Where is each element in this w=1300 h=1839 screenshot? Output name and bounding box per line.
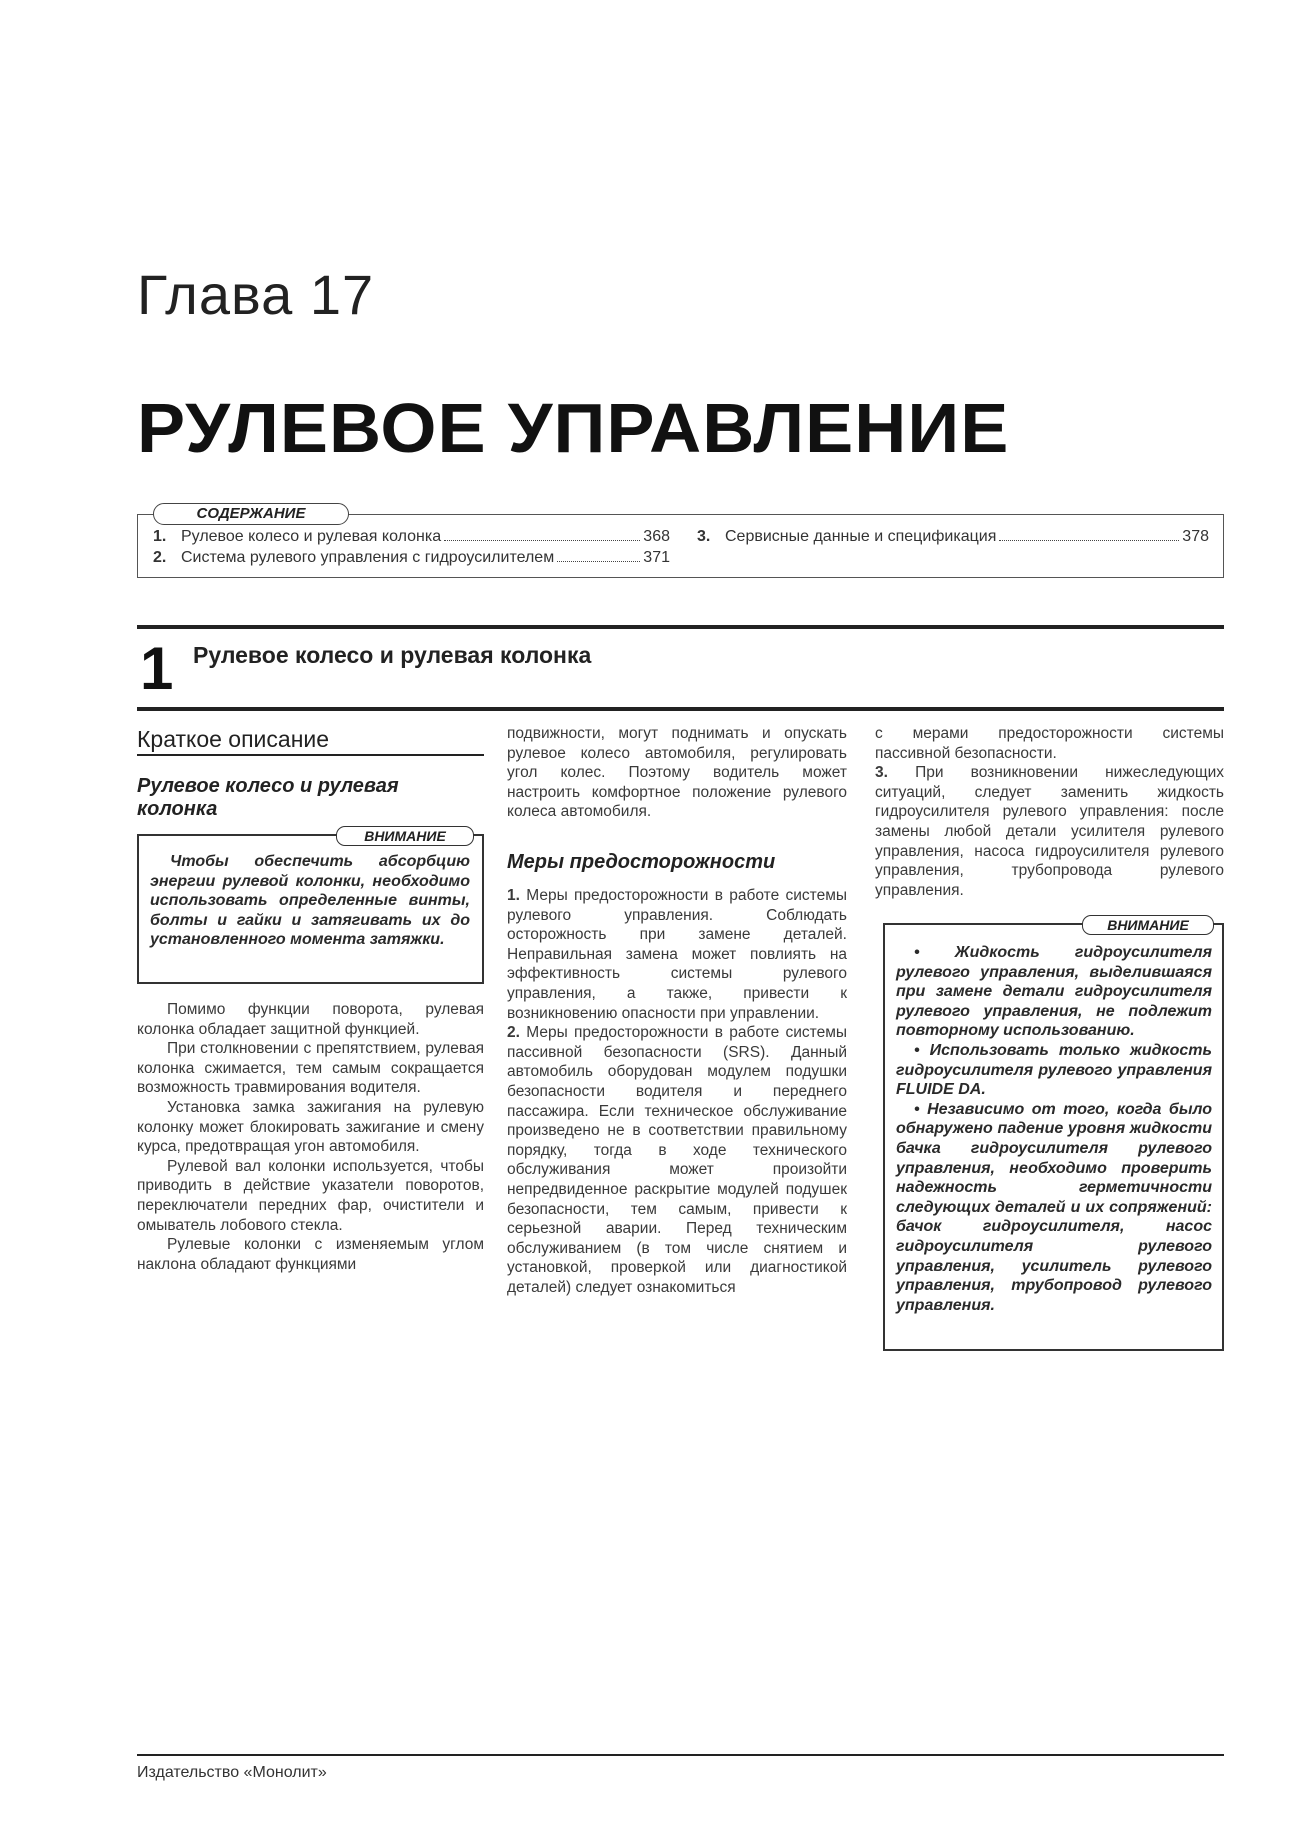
col2-item-number: 2.	[507, 1024, 520, 1042]
toc-item-number: 3.	[697, 528, 711, 545]
chapter-title: РУЛЕВОЕ УПРАВЛЕНИЕ	[137, 389, 1010, 467]
toc-item-2[interactable]	[153, 549, 670, 567]
col2-body	[507, 886, 847, 1297]
col2-item-text: Меры предосторожности в работе системы пассивной безопасности (SRS). Данный автомобиль оборудован модулем подушки безопасности водителя и переднего пассажира. Если техническое обслуживание произведено не в соответствии правильному порядку, тогда в ходе технического обслуживания может произойти непредвиденное раскрытие модулей подушек безопасности, тем самым, привести к серьезной аварии. Перед техническим обслуживанием (в том числе снятием и установкой, проверкой или диагностикой деталей) следует ознакомиться	[507, 1024, 847, 1296]
toc-leader	[999, 540, 1179, 541]
col1-heading-rule	[137, 754, 484, 756]
section-bottom-rule	[137, 707, 1224, 711]
col1-paragraph: Рулевые колонки с изменяемым углом наклона обладают функциями	[137, 1236, 484, 1273]
col1-paragraph: Помимо функции поворота, рулевая колонка обладает защитной функцией.	[137, 1001, 484, 1038]
col2-item-number: 1.	[507, 887, 520, 904]
col1-body	[137, 1000, 484, 1274]
col2-item	[507, 886, 847, 1023]
col1-warning-label: ВНИМАНИЕ	[336, 826, 474, 846]
col3-item-text: При возникновении нижеследующих ситуаций, следует заменить жидкость гидроусилителя рулевого управления: после замены любой детали усилителя рулевого управления, насоса гидроусилителя рулевого управления, трубопровода рулевого управления.	[875, 764, 1224, 899]
toc-item-text: Система рулевого управления с гидроусилителем	[181, 549, 555, 566]
toc-item-3[interactable]	[697, 528, 1209, 546]
col3-warning-label: ВНИМАНИЕ	[1082, 915, 1214, 935]
toc-item-text: Рулевое колесо и рулевая колонка	[181, 528, 442, 545]
col1-subheading: Рулевое колесо и рулевая колонка	[137, 775, 399, 820]
section-number: 1	[140, 635, 174, 702]
toc-item-number: 1.	[153, 528, 167, 545]
warning-item: • Независимо от того, когда было обнаружено падение уровня жидкости бачка гидроусилителя рулевого управления, необходимо проверить надежность герметичности следующих деталей и их сопряжений: бачок гидроусилителя, насос гидроусилителя рулевого управления, усилитель рулевого управления, трубопровод рулевого управления.	[896, 1100, 1212, 1314]
col2-intro-paragraph: подвижности, могут поднимать и опускать рулевое колесо автомобиля, регулировать угол колес. Поэтому водитель может настроить комфортное положение рулевого колеса автомобиля.	[507, 725, 847, 821]
section-title: Рулевое колесо и рулевая колонка	[193, 642, 592, 668]
col3-item	[875, 763, 1224, 900]
toc-item-page: 378	[1182, 528, 1209, 545]
col3-body	[875, 724, 1224, 900]
toc-item-number: 2.	[153, 549, 167, 566]
toc-leader	[557, 561, 640, 562]
toc-item-text: Сервисные данные и спецификация	[725, 528, 997, 545]
col1-paragraph: При столкновении с препятствием, рулевая колонка сжимается, тем самым сокращается возможность травмирования водителя.	[137, 1040, 484, 1097]
col3-intro-paragraph: с мерами предосторожности системы пассивной безопасности.	[875, 725, 1224, 762]
col1-paragraph: Рулевой вал колонки используется, чтобы приводить в действие указатели поворотов, переключатели передних фар, очистители и омыватель лобового стекла.	[137, 1157, 484, 1234]
col2-item-text: Меры предосторожности в работе системы рулевого управления. Соблюдать осторожность при замене деталей. Неправильная замена может повлиять на эффективность системы рулевого управления, а также, привести к возникновению опасности при управлении.	[507, 887, 847, 1022]
col1-heading: Краткое описание	[137, 726, 330, 752]
warning-item: • Жидкость гидроусилителя рулевого управления, выделившаяся при замене детали гидроусилителя рулевого управления, не подлежит повторному использованию.	[896, 944, 1212, 1040]
col1-warning-text	[150, 852, 470, 950]
toc-heading: СОДЕРЖАНИЕ	[153, 503, 349, 525]
warning-item: • Использовать только жидкость гидроусилителя рулевого управления FLUIDE DA.	[896, 1041, 1212, 1099]
toc-item-1[interactable]	[153, 528, 670, 546]
toc-item-page: 371	[643, 549, 670, 566]
col2-item	[507, 1023, 847, 1297]
col2-intro	[507, 724, 847, 822]
col2-heading: Меры предосторожности	[507, 851, 776, 873]
warning-paragraph: Чтобы обеспечить абсорбцию энергии рулевой колонки, необходимо использовать определенные винты, болты и гайки и затягивать их до установленного момента затяжки.	[150, 853, 470, 949]
section-top-rule	[137, 625, 1224, 629]
toc-item-page: 368	[643, 528, 670, 545]
footer-publisher: Издательство «Монолит»	[137, 1764, 327, 1781]
col3-item-number: 3.	[875, 764, 888, 782]
col3-warning-text	[896, 943, 1212, 1315]
footer-rule	[137, 1754, 1224, 1756]
chapter-label: Глава 17	[137, 263, 375, 326]
toc-leader	[444, 540, 640, 541]
col1-paragraph: Установка замка зажигания на рулевую колонку может блокировать зажигание и смену курса, предотвращая угон автомобиля.	[137, 1098, 484, 1156]
